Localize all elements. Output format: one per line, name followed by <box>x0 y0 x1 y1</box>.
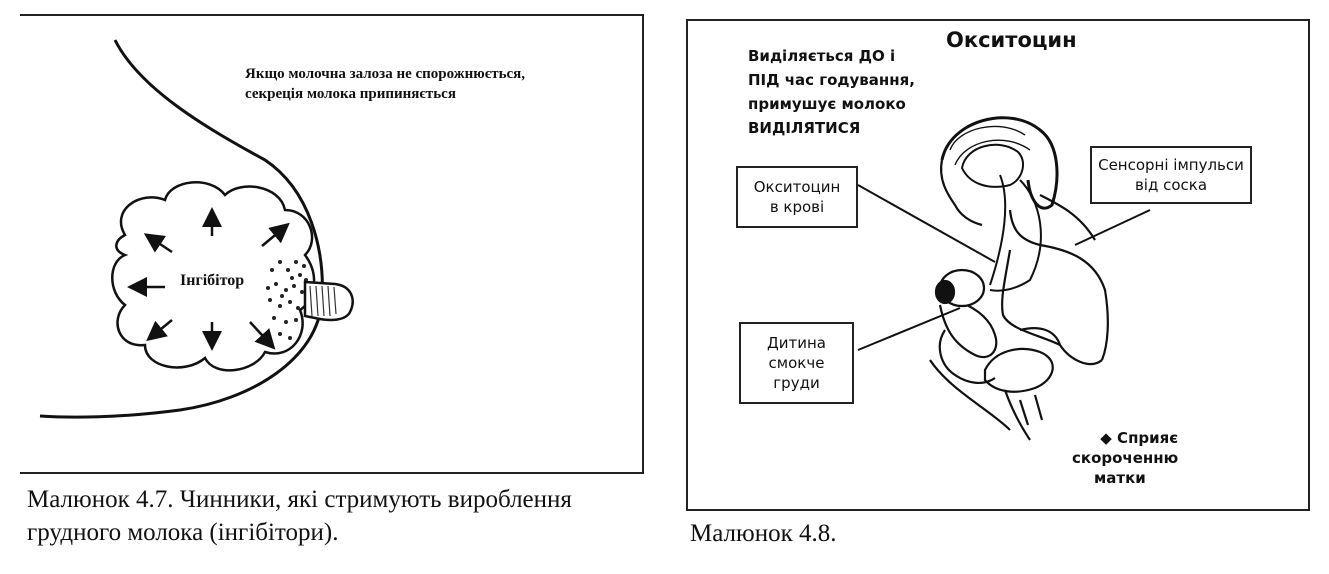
baby-suckling-line2: смокче <box>768 354 825 372</box>
release-note-line2: ПІД час годування, <box>748 71 915 89</box>
release-note <box>748 44 915 140</box>
figure-4-7-caption-line1: Малюнок 4.7. Чинники, які стримують вироблення <box>27 486 572 513</box>
baby-suckling-box <box>739 322 854 404</box>
sensory-impulses-line1: Сенсорні імпульси <box>1098 156 1244 174</box>
uterus-note-line3: матки <box>1094 469 1146 487</box>
inhibitor-note-line2: секреція молока припиняється <box>245 86 456 102</box>
sensory-impulses-line2: від соска <box>1134 176 1208 194</box>
sensory-impulses-box <box>1090 146 1252 204</box>
release-note-line4: ВИДІЛЯТИСЯ <box>748 119 861 137</box>
oxytocin-in-blood-line1: Окситоцин <box>753 178 841 196</box>
uterus-note-line1: ◆ Сприяє <box>1100 429 1179 447</box>
oxytocin-in-blood-box <box>736 166 858 228</box>
inhibitor-label: Інгібітор <box>180 272 245 289</box>
uterus-note-line2: скороченню <box>1072 449 1179 467</box>
figure-4-7-caption-line2: грудного молока (інгібітори). <box>27 519 339 546</box>
uterus-note <box>1072 428 1178 488</box>
figure-4-7-caption <box>27 483 572 549</box>
inhibitor-note <box>245 64 525 104</box>
inhibitor-note-line1: Якщо молочна залоза не спорожнюється, <box>245 66 526 82</box>
baby-suckling-line1: Дитина <box>767 334 826 352</box>
figure-4-8-caption: Малюнок 4.8. <box>690 520 837 547</box>
release-note-line3: примушує молоко <box>748 95 906 113</box>
oxytocin-title: Окситоцин <box>946 28 1077 52</box>
baby-suckling-line3: груди <box>773 374 820 392</box>
release-note-line1: Виділяється ДО і <box>748 47 896 65</box>
oxytocin-in-blood-line2: в крові <box>769 198 825 216</box>
